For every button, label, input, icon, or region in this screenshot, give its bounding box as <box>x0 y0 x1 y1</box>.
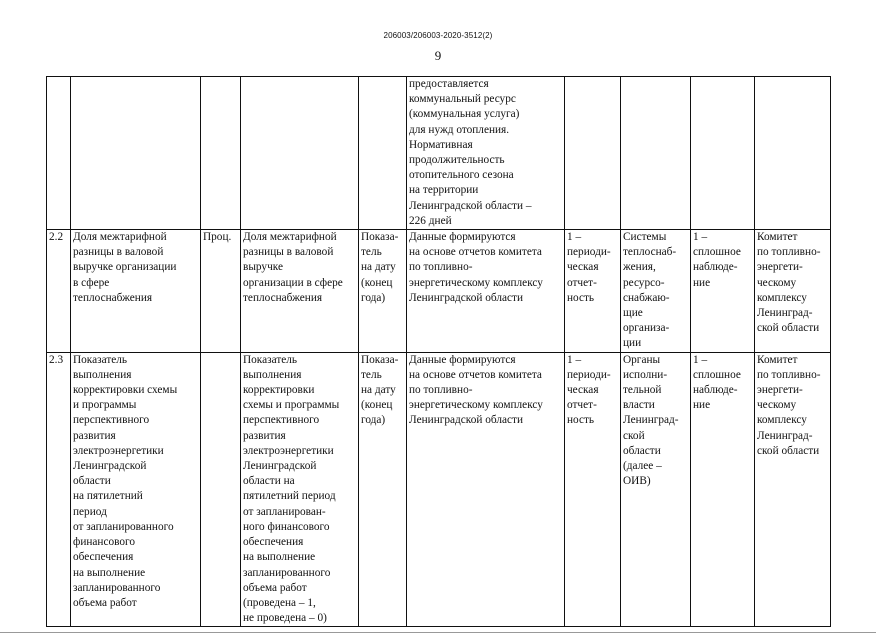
period-cell <box>359 77 407 230</box>
unit-cell: Проц. <box>201 230 241 353</box>
unit-cell <box>201 352 241 627</box>
responsible-cell: Комитет по топливно- энергети- ческому комплексу Ленинград- ской области <box>755 230 831 353</box>
definition-cell: Доля межтарифной разницы в валовой выручке организации в сфере теплоснабжения <box>241 230 359 353</box>
table-row <box>47 352 831 627</box>
period-cell: Показа- тель на дату (конец года) <box>359 230 407 353</box>
source-cell: 1 – периоди- ческая отчет- ность <box>565 230 621 353</box>
responsible-cell <box>755 77 831 230</box>
source-cell: 1 – периоди- ческая отчет- ность <box>565 352 621 627</box>
unit-cell <box>201 77 241 230</box>
indicator-name-cell <box>71 77 201 230</box>
definition-cell <box>241 77 359 230</box>
responsible-cell: Комитет по топливно- энергети- ческому комплексу Ленинград- ской области <box>755 352 831 627</box>
observation-unit-cell: Системы теплоснаб- жения, ресурсо- снабжаю- щие организа- ции <box>621 230 691 353</box>
observation-unit-cell <box>621 77 691 230</box>
method-cell: Данные формируются на основе отчетов комитета по топливно- энергетическому комплексу Ленинградской области <box>407 230 565 353</box>
row-number-cell: 2.3 <box>47 352 71 627</box>
row-number-cell <box>47 77 71 230</box>
indicator-name-cell: Показатель выполнения корректировки схемы и программы перспективного развития электроэнергетики Ленинградской области на пятилетний период от запланированного финансового обеспечения на выполнение запланированного объема работ <box>71 352 201 627</box>
observation-unit-cell: Органы исполни- тельной власти Ленинград- ской области (далее – ОИВ) <box>621 352 691 627</box>
period-cell: Показа- тель на дату (конец года) <box>359 352 407 627</box>
definition-cell: Показатель выполнения корректировки схемы и программы перспективного развития электроэнергетики Ленинградской области на пятилетний период от запланирован- ного финансового обеспечения на выполнение запланированного объема работ (проведена – 1, не проведена – 0) <box>241 352 359 627</box>
source-cell <box>565 77 621 230</box>
observation-type-cell <box>691 77 755 230</box>
document-id: 206003/206003-2020-3512(2) <box>383 31 493 40</box>
method-cell: предоставляется коммунальный ресурс (коммунальная услуга) для нужд отопления. Нормативная продолжительность отопительного сезона на территории Ленинградской области – 226 дней <box>407 77 565 230</box>
page-number: 9 <box>434 48 442 63</box>
scan-edge-divider <box>0 632 876 633</box>
table-row <box>47 77 831 230</box>
observation-type-cell: 1 – сплошное наблюде- ние <box>691 352 755 627</box>
indicator-name-cell: Доля межтарифной разницы в валовой выручке организации в сфере теплоснабжения <box>71 230 201 353</box>
indicator-table <box>46 76 831 627</box>
observation-type-cell: 1 – сплошное наблюде- ние <box>691 230 755 353</box>
table-row <box>47 230 831 353</box>
method-cell: Данные формируются на основе отчетов комитета по топливно- энергетическому комплексу Ленинградской области <box>407 352 565 627</box>
row-number-cell: 2.2 <box>47 230 71 353</box>
